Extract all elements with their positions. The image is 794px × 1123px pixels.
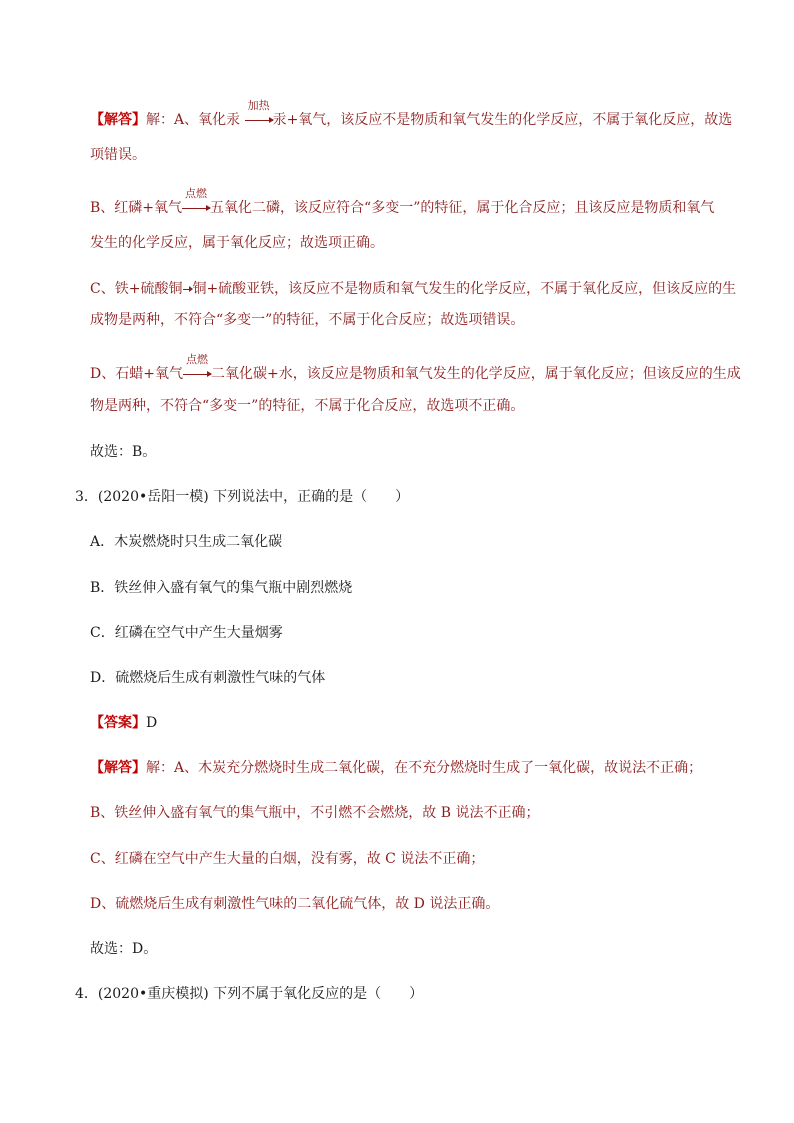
analysis-text: 二氧化碳+水，该反应是物质和氧气发生的化学反应，属于氧化反应；但该反应的生成 [210,366,741,382]
analysis-line [90,353,741,384]
analysis-text: 解：A、氧化汞 [146,112,241,128]
analysis-tag: 【解答】 [90,760,146,776]
analysis-tag: 【解答】 [90,112,146,128]
analysis-line: 项错误。 [90,147,146,163]
answer-line [90,713,157,733]
analysis-line [90,187,715,218]
analysis-line: D、硫燃烧后生成有刺激性气味的二氧化硫气体，故 D 说法正确。 [90,896,500,912]
reaction-arrow [182,187,210,218]
question-option: D．硫燃烧后生成有刺激性气味的气体 [90,670,326,686]
analysis-line: 发生的化学反应，属于氧化反应；故选项正确。 [90,235,384,251]
question-option: B．铁丝伸入盛有氧气的集气瓶中剧烈燃烧 [90,580,353,596]
analysis-text: 解：A、木炭充分燃烧时生成二氧化碳，在不充分燃烧时生成了一氧化碳，故说法不正确； [146,760,703,776]
question-option: A．木炭燃烧时只生成二氧化碳 [90,534,283,550]
analysis-line: C、红磷在空气中产生大量的白烟，没有雾，故 C 说法不正确； [90,851,485,867]
analysis-line [90,758,702,778]
analysis-line: 物是两种，不符合“多变一”的特征，不属于化合反应，故选项不正确。 [90,398,525,414]
reaction-arrow [183,353,211,384]
analysis-text: 铜+硫酸亚铁，该反应不是物质和氧气发生的化学反应，不属于氧化反应，但该反应的生 [192,281,737,297]
reaction-condition: 加热 [247,99,270,112]
analysis-line [90,279,736,299]
analysis-text: 汞+氧气，该反应不是物质和氧气发生的化学反应，不属于氧化反应，故选 [272,112,733,128]
question-option: C．红磷在空气中产生大量烟雾 [90,625,283,641]
question-stem: 4．(2020•重庆模拟) 下列不属于氧化反应的是（ ） [75,986,424,1002]
reaction-arrow [183,289,191,290]
answer-choice: 故选：B。 [90,444,157,460]
analysis-text: 五氧化二磷，该反应符合“多变一”的特征，属于化合反应；且该反应是物质和氧气 [210,200,715,216]
answer-tag: 【答案】 [90,715,146,731]
answer-choice: 故选：D。 [90,941,158,957]
answer-value: D [146,715,158,731]
analysis-text: C、铁+硫酸铜 [90,281,183,297]
reaction-arrow [245,99,273,130]
reaction-condition: 点燃 [185,353,208,366]
question-stem: 3．(2020•岳阳一模) 下列说法中，正确的是（ ） [75,489,410,505]
analysis-text: B、红磷+氧气 [90,200,183,216]
analysis-text: D、石蜡+氧气 [90,366,183,382]
analysis-line: B、铁丝伸入盛有氧气的集气瓶中，不引燃不会燃烧，故 B 说法不正确； [90,805,540,821]
analysis-line: 成物是两种，不符合“多变一”的特征，不属于化合反应；故选项错误。 [90,312,525,328]
analysis-line [90,99,733,130]
reaction-condition: 点燃 [185,187,208,200]
